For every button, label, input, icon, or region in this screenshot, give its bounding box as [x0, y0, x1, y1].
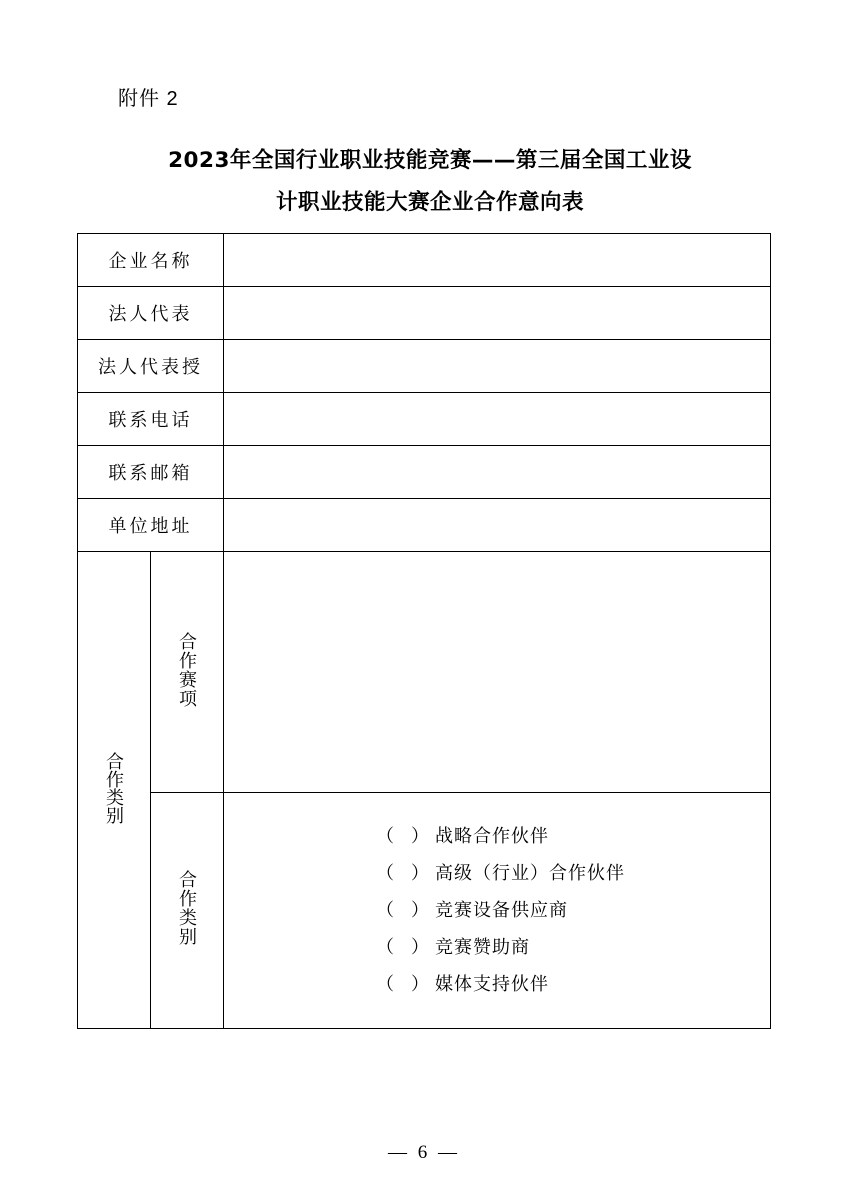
option-label: 竞赛赞助商	[435, 937, 531, 957]
field-label-email: 联系邮箱	[78, 446, 224, 499]
checkbox-senior-industry-partner[interactable]: （ ）	[376, 863, 436, 883]
vertical-label-text: 合作类别	[104, 751, 124, 824]
field-label-cooperation-event	[151, 552, 224, 793]
page-title	[100, 140, 760, 224]
table-row	[78, 234, 771, 287]
option-senior-industry-partner[interactable]	[224, 855, 770, 892]
option-strategic-partner[interactable]	[224, 818, 770, 855]
field-label-address: 单位地址	[78, 499, 224, 552]
table-row	[78, 393, 771, 446]
cooperation-type-options	[224, 793, 771, 1029]
field-value-legal-rep[interactable]	[224, 287, 771, 340]
field-value-legal-rep-auth[interactable]	[224, 340, 771, 393]
checkbox-media-partner[interactable]: （ ）	[376, 974, 436, 994]
attachment-label: 附件 2	[118, 88, 179, 110]
field-label-cooperation-type	[151, 793, 224, 1029]
field-label-legal-rep-auth: 法人代表授	[78, 340, 224, 393]
field-label-cooperation-category-group	[78, 552, 151, 1029]
sub-label-text: 合作类别	[177, 870, 197, 946]
cooperation-intent-form	[77, 233, 771, 1029]
field-value-email[interactable]	[224, 446, 771, 499]
field-label-company-name: 企业名称	[78, 234, 224, 287]
table-row	[78, 499, 771, 552]
option-label: 战略合作伙伴	[435, 826, 550, 846]
table-row	[78, 287, 771, 340]
option-label: 媒体支持伙伴	[435, 974, 550, 994]
title-line-1: 2023年全国行业职业技能竞赛——第三届全国工业设	[168, 148, 692, 173]
title-line-2: 计职业技能大赛企业合作意向表	[275, 190, 584, 215]
table-row	[78, 552, 771, 793]
checkbox-strategic-partner[interactable]: （ ）	[376, 826, 436, 846]
option-competition-sponsor[interactable]	[224, 929, 770, 966]
page-number: — 6 —	[388, 1142, 460, 1163]
option-equipment-supplier[interactable]	[224, 892, 770, 929]
option-label: 高级（行业）合作伙伴	[435, 863, 626, 883]
field-value-address[interactable]	[224, 499, 771, 552]
table-row	[78, 340, 771, 393]
field-label-phone: 联系电话	[78, 393, 224, 446]
option-media-partner[interactable]	[224, 966, 770, 1003]
field-value-company-name[interactable]	[224, 234, 771, 287]
table-row	[78, 793, 771, 1029]
sub-label-text: 合作赛项	[177, 631, 197, 708]
field-value-phone[interactable]	[224, 393, 771, 446]
checkbox-competition-sponsor[interactable]: （ ）	[376, 937, 436, 957]
table-row	[78, 446, 771, 499]
option-label: 竞赛设备供应商	[435, 900, 569, 920]
checkbox-equipment-supplier[interactable]: （ ）	[376, 900, 436, 920]
field-label-legal-rep: 法人代表	[78, 287, 224, 340]
field-value-cooperation-event[interactable]	[224, 552, 771, 793]
